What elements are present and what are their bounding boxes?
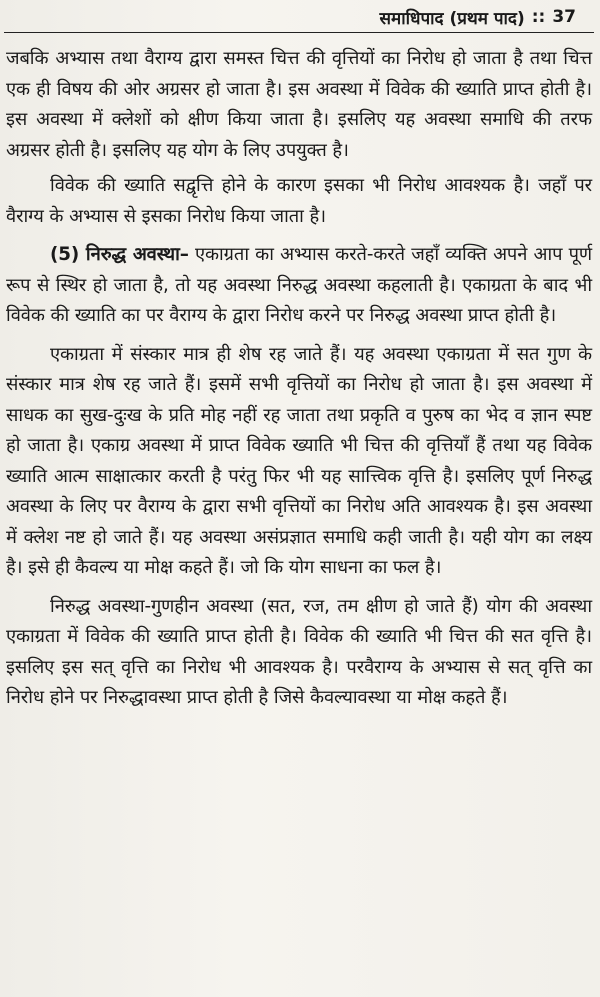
paragraph: निरुद्ध अवस्था-गुणहीन अवस्था (सत, रज, तम क्षीण हो जाते हैं) योग की अवस्था एकाग्रता में विवेक की ख्याति प्राप्त होती है। विवेक की ख्याति भी चित्त की सत वृत्ति है। इसलिए इस सत् वृत्ति का निरोध भी आवश्यक है। परवैराग्य के अभ्यास से सत् वृत्ति का निरोध होने पर निरुद्धावस्था प्राप्त होती है जिसे कैवल्यावस्था या मोक्ष कहते हैं। — [6, 595, 592, 708]
paragraph: एकाग्रता में संस्कार मात्र ही शेष रह जाते हैं। यह अवस्था एकाग्रता में सत गुण के संस्कार मात्र शेष रह जाते हैं। इसमें सभी वृत्तियों का निरोध हो जाता है। इस अवस्था में साधक का सुख-दुःख के प्रति मोह नहीं रह जाता तथा प्रकृति व पुरुष का भेद व ज्ञान स्पष्ट हो जाता है। एकाग्र अवस्था में प्राप्त विवेक ख्याति भी चित्त की वृत्तियाँ हैं तथा यह विवेक ख्याति आत्म साक्षात्कार करती है परंतु फिर भी यह सात्त्विक वृत्ति है। इसलिए पूर्ण निरुद्ध अवस्था के लिए पर वैराग्य के द्वारा सभी वृत्तियों का निरोध अति आवश्यक है। इस अवस्था में क्लेश नष्ट हो जाते हैं। यह अवस्था असंप्रज्ञात समाधि कही जाती है। यही योग का लक्ष्य है। इसे ही कैवल्य या मोक्ष कहते हैं। जो कि योग साधना का फल है। — [6, 343, 592, 578]
header-separator: :: — [531, 7, 546, 27]
page-header — [0, 4, 600, 30]
paragraph: विवेक की ख्याति सद्वृत्ति होने के कारण इसका भी निरोध आवश्यक है। जहाँ पर वैराग्य के अभ्यास से इसका निरोध किया जाता है। — [6, 175, 592, 227]
section-text: एकाग्रता का अभ्यास करते-करते जहाँ व्यक्ति अपने आप पूर्ण रूप से स्थिर हो जाता है, तो यह अवस्था निरुद्ध अवस्था कहलाती है। एकाग्रता के बाद भी विवेक की ख्याति का पर वैराग्य के द्वारा निरोध करने पर निरुद्ध अवस्था प्राप्त होती है। — [6, 244, 592, 326]
paragraph-section-5 — [6, 240, 592, 332]
page-number: 37 — [552, 7, 576, 27]
paragraph: जबकि अभ्यास तथा वैराग्य द्वारा समस्त चित्त की वृत्तियों का निरोध हो जाता है तथा चित्त एक ही विषय की ओर अग्रसर हो जाता है। इस अवस्था में विवेक की ख्याति प्राप्त होती है। इस अवस्था में क्लेशों को क्षीण किया जाता है। इसलिए यह अवस्था समाधि की तरफ अग्रसर होती है। इसलिए यह योग के लिए उपयुक्त है। — [6, 48, 592, 161]
page-body — [6, 44, 592, 714]
header-rule — [4, 32, 594, 33]
section-heading: (5) निरुद्ध अवस्था– — [50, 244, 189, 265]
running-title: समाधिपाद (प्रथम पाद) — [379, 8, 525, 29]
